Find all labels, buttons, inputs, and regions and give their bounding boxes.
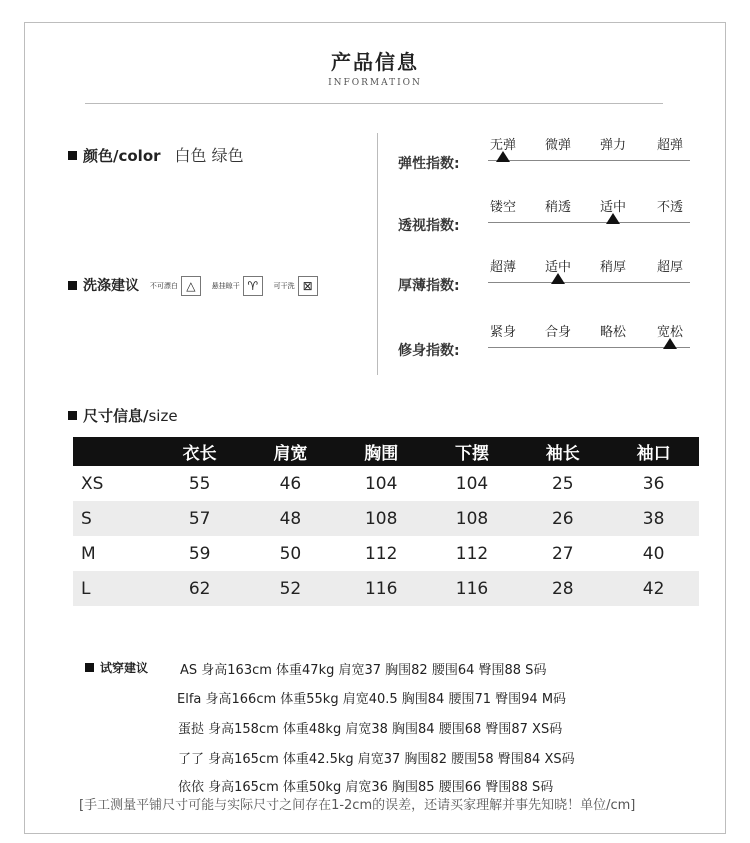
size-header-cell: 胸围 — [336, 437, 427, 466]
size-value-cell: 57 — [154, 501, 245, 536]
index-row — [398, 260, 698, 310]
index-option: 紧身 — [489, 325, 516, 340]
size-value-cell: 104 — [455, 473, 489, 494]
try-on-line: 蛋挞 身高158cm 体重48kg 肩宽38 胸围84 腰围68 臀围87 XS码 — [178, 722, 563, 737]
table-row — [73, 466, 699, 501]
size-value-cell: 26 — [517, 501, 608, 536]
try-on-line: 了了 身高165cm 体重42.5kg 肩宽37 胸围82 腰围58 臀围84 XS码 — [178, 752, 575, 767]
wash-item-text: 可干洗 — [273, 282, 295, 290]
index-option: 合身 — [544, 325, 571, 340]
size-header-cell: 下摆 — [427, 437, 518, 466]
index-option: 稍厚 — [599, 260, 626, 275]
size-value-cell: 108 — [336, 501, 427, 536]
size-value-cell: 28 — [517, 571, 608, 606]
table-row — [73, 536, 699, 571]
index-option: 超薄 — [489, 260, 516, 275]
size-value-cell: 42 — [608, 571, 699, 606]
no-bleach-icon: △ — [181, 276, 201, 296]
bullet-square-icon — [68, 151, 77, 160]
color-label: 颜色/color — [83, 147, 161, 165]
size-value-cell: 48 — [245, 501, 336, 536]
wash-item-text: 不可漂白 — [149, 282, 178, 290]
size-label-cell: XS — [81, 473, 104, 494]
size-value-cell: 40 — [642, 543, 665, 564]
size-title: 尺寸信息/size — [68, 405, 178, 426]
index-option: 微弹 — [544, 138, 571, 153]
color-values: 白色 绿色 — [174, 146, 244, 165]
index-scale-line — [488, 160, 690, 161]
bullet-square-icon — [68, 411, 77, 420]
try-on-line: AS 身高163cm 体重47kg 肩宽37 胸围82 腰围64 臀围88 S码 — [180, 663, 547, 678]
page-title: 产品信息 — [331, 50, 419, 74]
size-value-cell: 104 — [364, 473, 398, 494]
size-header-cell: 袖长 — [517, 437, 608, 466]
wash-row — [68, 275, 318, 296]
size-header-cell: 衣长 — [154, 437, 245, 466]
dry-clean-icon: ⊠ — [298, 276, 318, 296]
index-marker-icon — [606, 213, 620, 224]
size-value-cell: 112 — [364, 543, 398, 564]
index-option: 超厚 — [656, 260, 683, 275]
size-value-cell: 38 — [608, 501, 699, 536]
index-option: 适中 — [599, 200, 626, 215]
size-value-cell: 27 — [551, 543, 574, 564]
index-option: 稍透 — [544, 200, 571, 215]
size-label-cell: M — [81, 543, 96, 564]
index-row — [398, 200, 698, 250]
try-on-label: 试穿建议 — [85, 659, 148, 676]
bullet-square-icon — [85, 663, 94, 672]
size-value-cell: 112 — [455, 543, 489, 564]
index-label: 透视指数: — [398, 218, 460, 234]
index-option: 弹力 — [599, 138, 626, 153]
size-value-cell: 108 — [427, 501, 518, 536]
wash-item-text: 悬挂晾干 — [211, 282, 240, 290]
index-option: 宽松 — [656, 325, 683, 340]
size-header-cell: 肩宽 — [245, 437, 336, 466]
try-on-line: Elfa 身高166cm 体重55kg 肩宽40.5 胸围84 腰围71 臀围94 M码 — [177, 692, 567, 707]
index-scale-line — [488, 347, 690, 348]
index-marker-icon — [496, 151, 510, 162]
size-header-cell — [73, 437, 154, 466]
hang-dry-icon: ♈ — [243, 276, 263, 296]
size-table-header — [73, 437, 699, 466]
index-option: 镂空 — [489, 200, 516, 215]
size-header-cell: 袖口 — [608, 437, 699, 466]
size-value-cell: 59 — [188, 543, 211, 564]
index-scale-line — [488, 222, 690, 223]
vertical-divider — [377, 133, 378, 375]
size-value-cell: 50 — [279, 543, 302, 564]
table-row — [73, 501, 699, 536]
table-row — [73, 571, 699, 606]
size-value-cell: 25 — [551, 473, 574, 494]
wash-label: 洗涤建议 — [83, 278, 139, 294]
header-divider — [85, 103, 663, 104]
index-row — [398, 138, 698, 188]
size-value-cell: 116 — [427, 571, 518, 606]
index-marker-icon — [551, 273, 565, 284]
measurement-note: [手工测量平铺尺寸可能与实际尺寸之间存在1-2cm的误差，还请买家理解并事先知晓！单位/cm] — [79, 798, 636, 813]
index-option: 略松 — [599, 325, 626, 340]
index-label: 弹性指数: — [398, 156, 460, 172]
size-label-cell: L — [73, 571, 154, 606]
size-table — [73, 437, 699, 606]
size-value-cell: 36 — [642, 473, 665, 494]
try-on-line: 依依 身高165cm 体重50kg 肩宽36 胸围85 腰围66 臀围88 S码 — [178, 780, 554, 795]
index-option: 不透 — [656, 200, 683, 215]
index-label: 厚薄指数: — [398, 278, 460, 294]
index-label: 修身指数: — [398, 343, 460, 359]
index-scale-line — [488, 282, 690, 283]
page-subtitle: INFORMATION — [328, 78, 422, 88]
size-label-cell: S — [73, 501, 154, 536]
index-marker-icon — [663, 338, 677, 349]
index-option: 超弹 — [656, 138, 683, 153]
size-value-cell: 62 — [154, 571, 245, 606]
size-value-cell: 116 — [336, 571, 427, 606]
index-option: 无弹 — [489, 138, 516, 153]
index-option: 适中 — [544, 260, 571, 275]
color-row — [68, 143, 244, 166]
index-row — [398, 325, 698, 375]
size-value-cell: 55 — [188, 473, 211, 494]
bullet-square-icon — [68, 281, 77, 290]
size-value-cell: 52 — [245, 571, 336, 606]
size-value-cell: 46 — [279, 473, 302, 494]
